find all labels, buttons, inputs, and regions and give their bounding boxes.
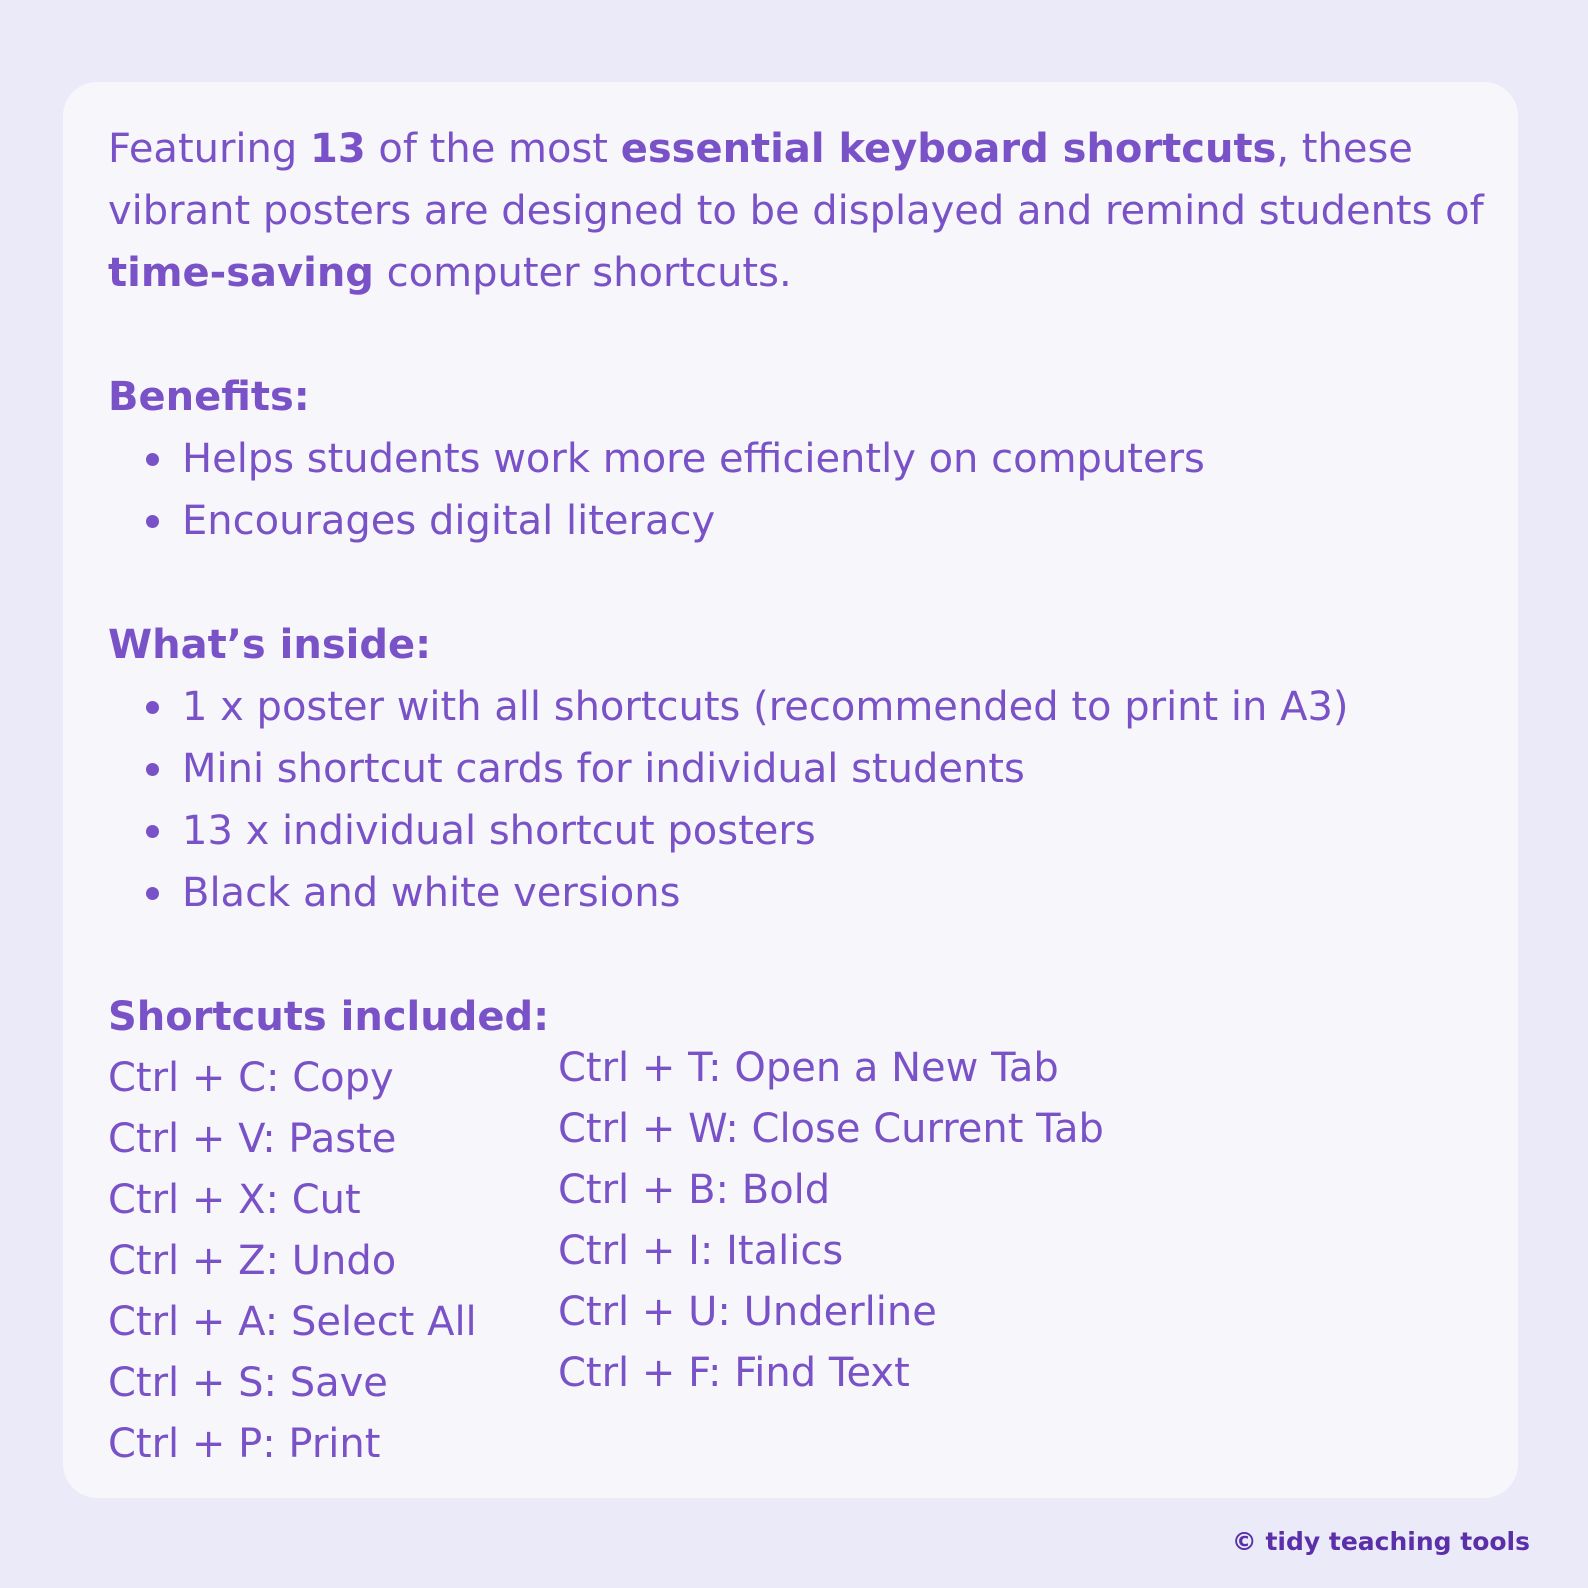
shortcut-item: Ctrl + C: Copy — [108, 1055, 394, 1101]
list-item: Helps students work more efficiently on computers — [182, 428, 1488, 490]
shortcut-item: Ctrl + Z: Undo — [108, 1238, 397, 1284]
card-content — [108, 118, 1488, 1488]
inside-heading: What’s inside: — [108, 622, 432, 668]
shortcut-item: Ctrl + F: Find Text — [558, 1350, 910, 1396]
inside-section — [108, 614, 1488, 924]
intro-bold-keyword: time-saving — [108, 250, 374, 296]
shortcut-item: Ctrl + U: Underline — [558, 1289, 937, 1335]
shortcuts-section — [108, 986, 1488, 1488]
list-item: 13 x individual shortcut posters — [182, 800, 1488, 862]
shortcut-item: Ctrl + T: Open a New Tab — [558, 1045, 1059, 1091]
shortcuts-right-column — [558, 1038, 1104, 1404]
list-item: Black and white versions — [182, 862, 1488, 924]
shortcut-item: Ctrl + B: Bold — [558, 1167, 831, 1213]
inside-list — [108, 676, 1488, 924]
shortcut-item: Ctrl + S: Save — [108, 1360, 388, 1406]
intro-bold-keyword: essential keyboard shortcuts — [620, 126, 1277, 172]
shortcut-item: Ctrl + X: Cut — [108, 1177, 361, 1223]
list-item: Mini shortcut cards for individual students — [182, 738, 1488, 800]
shortcut-item: Ctrl + W: Close Current Tab — [558, 1106, 1104, 1152]
shortcut-item: Ctrl + I: Italics — [558, 1228, 844, 1274]
intro-paragraph — [108, 118, 1488, 304]
intro-text: Featuring — [108, 126, 310, 172]
intro-bold-count: 13 — [310, 126, 366, 172]
shortcuts-columns — [108, 1045, 1488, 1488]
copyright-credit: © tidy teaching tools — [1231, 1527, 1530, 1556]
intro-text: computer shortcuts. — [373, 250, 792, 296]
benefits-heading: Benefits: — [108, 374, 310, 420]
shortcuts-heading: Shortcuts included: — [108, 994, 550, 1040]
content-card — [63, 82, 1518, 1498]
shortcuts-left-column — [108, 1048, 477, 1475]
benefits-list — [108, 428, 1488, 552]
intro-text: of the most — [365, 126, 621, 172]
shortcut-item: Ctrl + V: Paste — [108, 1116, 397, 1162]
shortcut-item: Ctrl + P: Print — [108, 1421, 381, 1467]
list-item: 1 x poster with all shortcuts (recommended to print in A3) — [182, 676, 1488, 738]
benefits-section — [108, 366, 1488, 552]
intro-text: , these vibrant posters are designed to be displayed and remind students of — [108, 126, 1484, 234]
shortcut-item: Ctrl + A: Select All — [108, 1299, 477, 1345]
list-item: Encourages digital literacy — [182, 490, 1488, 552]
